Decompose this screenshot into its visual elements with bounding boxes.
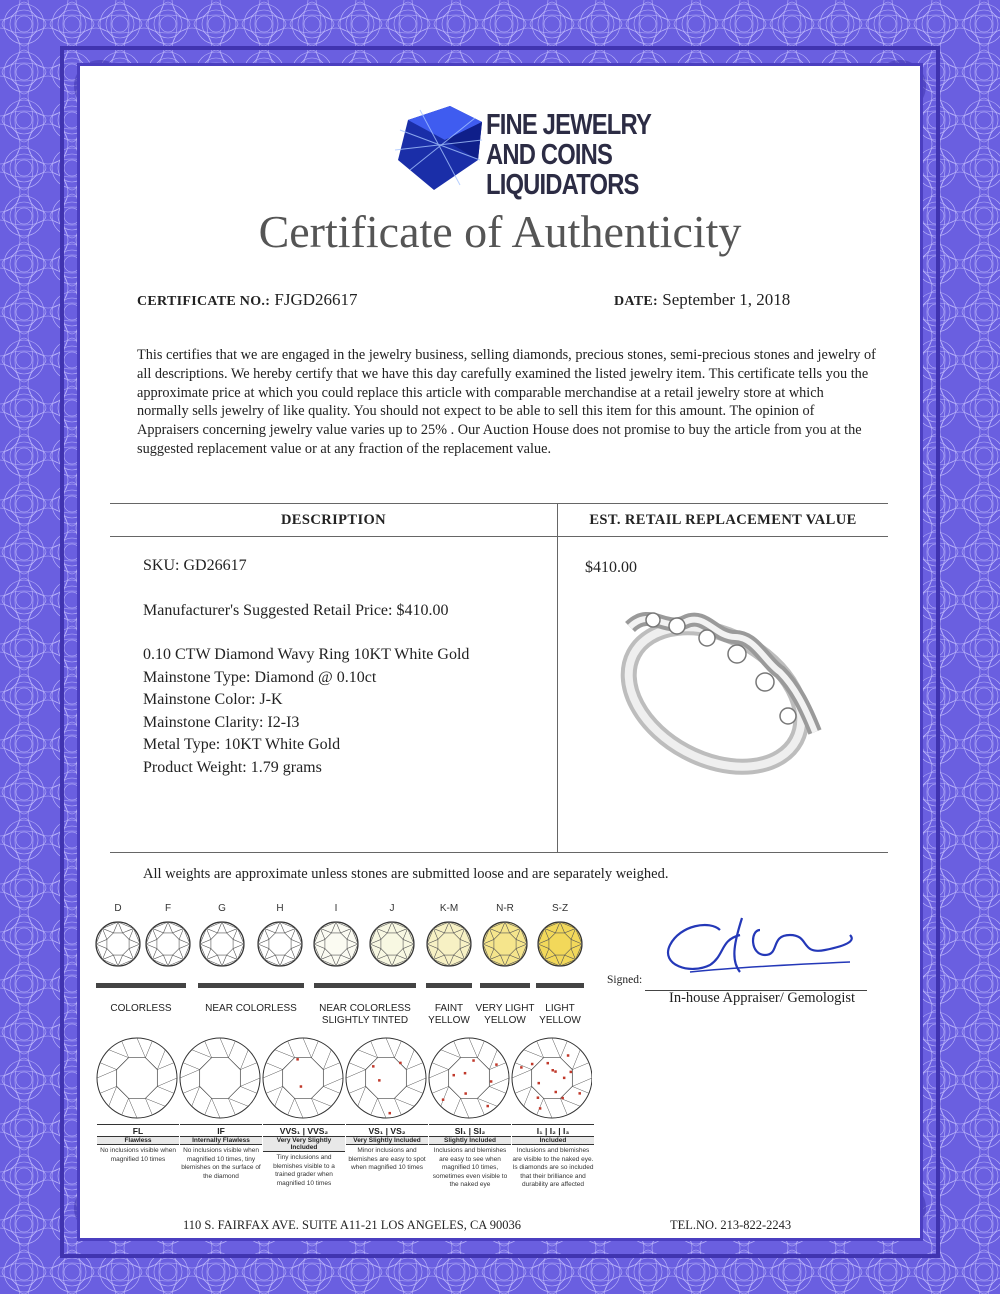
- color-group-label-line1: NEAR COLORLESS: [205, 1003, 297, 1014]
- color-group-label-line1: LIGHT: [545, 1003, 575, 1014]
- replacement-value: $410.00: [585, 559, 637, 576]
- company-name: [486, 110, 651, 200]
- certificate-date-value: September 1, 2018: [662, 290, 791, 309]
- certificate-date-label: DATE:: [614, 294, 659, 309]
- color-group-label-line2: YELLOW: [484, 1015, 526, 1026]
- certificate-date: [614, 290, 790, 310]
- clarity-diamond-icon: [180, 1038, 260, 1118]
- signed-label: Signed:: [607, 974, 643, 986]
- color-group-label-line1: FAINT: [434, 1003, 464, 1014]
- clarity-diagrams: [96, 1032, 592, 1124]
- page-title: Certificate of Authenticity: [258, 206, 742, 257]
- clarity-description: No inclusions visible when magnified 10 times: [100, 1147, 176, 1163]
- clarity-description: Tiny inclusions and blemishes visible to a trained grader when magnified 10 times: [273, 1154, 335, 1187]
- desc-line: Mainstone Color: J-K: [143, 691, 283, 708]
- color-grade-label: G: [218, 903, 226, 914]
- color-group-bracket: [96, 983, 186, 988]
- clarity-description: Inclusions and blemishes are easy to see when magnified 10 times, sometimes even visible to the naked eye: [432, 1147, 508, 1188]
- color-grade-label: F: [164, 903, 172, 914]
- clarity-diamond-icon: [346, 1038, 426, 1118]
- sku: SKU: GD26617: [143, 557, 247, 574]
- diamond-stone-icon: [256, 920, 304, 968]
- clarity-name: Very Slightly Included: [346, 1136, 428, 1145]
- clarity-diamond-icon: [263, 1038, 343, 1118]
- signature-image: [650, 910, 870, 990]
- color-grade-label: N-R: [496, 903, 514, 914]
- color-group-label-line1: VERY LIGHT: [475, 1003, 535, 1014]
- clarity-code: FL: [97, 1124, 179, 1136]
- color-group-bracket: [314, 983, 416, 988]
- clarity-grade: [97, 1124, 179, 1164]
- clarity-name: Included: [512, 1136, 594, 1145]
- color-grade-label: K-M: [439, 903, 459, 914]
- diamond-stone-icon: [144, 920, 192, 968]
- clarity-name: Very Very Slightly Included: [263, 1136, 345, 1152]
- desc-line: Product Weight: 1.79 grams: [143, 758, 322, 776]
- diamond-stone-icon: [94, 920, 142, 968]
- clarity-code: SI₁ | SI₂: [429, 1124, 511, 1136]
- color-group-label: [304, 1003, 426, 1027]
- diamond-stone-icon: [425, 920, 473, 968]
- color-grade-label: J: [389, 903, 395, 914]
- clarity-diamond-icon: [429, 1038, 509, 1118]
- weights-note: All weights are approximate unless stones are submitted loose and are separately weighed.: [143, 866, 669, 882]
- color-group-label-line2: YELLOW: [428, 1015, 470, 1026]
- color-grade-label: H: [276, 903, 284, 914]
- desc-line: Metal Type: 10KT White Gold: [143, 736, 341, 753]
- clarity-name: Internally Flawless: [180, 1136, 262, 1145]
- clarity-code: VVS₁ | VVS₂: [263, 1124, 345, 1136]
- color-group-label: [86, 1003, 196, 1015]
- color-group-label-line1: NEAR COLORLESS: [319, 1003, 411, 1014]
- certificate-number-label: CERTIFICATE NO.:: [137, 294, 271, 309]
- clarity-name: Flawless: [97, 1136, 179, 1145]
- intro-paragraph: This certifies that we are engaged in the jewelry business, selling diamonds, precious stones, semi-precious stones and jewelry of all descriptions. We hereby certify that we have this day carefully examined the listed jewelry item. This certificate tells you the approximate price at which you could replace this article with comparable merchandise at a retail jewelry store at which normally sells jewelry of like quality. You should not expect to be able to sell this item for this amount. The opinion of Appraisers concerning jewelry value varies up to 25% . Our Auction House does not promise to buy the article from you at the suggested replacement value or at any fraction of the replacement value.: [137, 347, 876, 457]
- clarity-diamond-icon: [97, 1038, 177, 1118]
- appraiser-title: In-house Appraiser/ Gemologist: [669, 990, 856, 1006]
- description-cell: [143, 555, 469, 779]
- color-group-label-line1: COLORLESS: [110, 1003, 172, 1014]
- clarity-code: VS₁ | VS₂: [346, 1124, 428, 1136]
- footer-address: 110 S. FAIRFAX AVE. SUITE A11-21 LOS ANGELES, CA 90036: [183, 1218, 521, 1232]
- ring-image: [605, 592, 835, 782]
- desc-line: Mainstone Clarity: I2-I3: [143, 713, 300, 731]
- clarity-grade: [512, 1124, 594, 1190]
- desc-line: Mainstone Type: Diamond @ 0.10ct: [143, 668, 377, 686]
- diamond-stone-icon: [198, 920, 246, 968]
- color-group-label: [188, 1003, 314, 1015]
- diamond-stone-icon: [536, 920, 584, 968]
- certificate-number: [137, 290, 358, 310]
- color-group-label: [526, 1003, 594, 1027]
- clarity-description: Inclusions and blemishes are visible to the naked eye. Is diamonds are so included that their brilliance and durability are affected: [512, 1147, 594, 1188]
- color-group-bracket: [426, 983, 472, 988]
- clarity-grade: [346, 1124, 428, 1173]
- value-header: EST. RETAIL REPLACEMENT VALUE: [589, 512, 857, 528]
- clarity-description: No inclusions visible when magnified 10 times, tiny blemishes on the surface of the diamond: [181, 1147, 261, 1180]
- description-header: DESCRIPTION: [280, 512, 387, 528]
- clarity-code: I₁ | I₂ | I₃: [512, 1124, 594, 1136]
- diamond-stone-icon: [368, 920, 416, 968]
- diamond-stone-icon: [312, 920, 360, 968]
- color-grade-label: I: [334, 903, 338, 914]
- footer-phone: TEL.NO. 213-822-2243: [670, 1218, 792, 1232]
- color-group-label-line2: SLIGHTLY TINTED: [321, 1015, 409, 1026]
- diamond-stone-icon: [481, 920, 529, 968]
- color-group-bracket: [480, 983, 530, 988]
- company-name-line2: AND COINS: [486, 139, 613, 171]
- company-name-line1: FINE JEWELRY: [486, 109, 652, 141]
- color-group-label-line2: YELLOW: [539, 1015, 581, 1026]
- desc-line: 0.10 CTW Diamond Wavy Ring 10KT White Gold: [143, 646, 470, 663]
- color-grade-label: S-Z: [551, 903, 569, 914]
- clarity-description: Minor inclusions and blemishes are easy to spot when magnified 10 times: [348, 1147, 426, 1171]
- company-name-line3: LIQUIDATORS: [486, 169, 639, 201]
- color-group-bracket: [536, 983, 584, 988]
- clarity-diamond-icon: [512, 1038, 592, 1118]
- color-group-bracket: [198, 983, 304, 988]
- clarity-name: Slightly Included: [429, 1136, 511, 1145]
- msrp: Manufacturer's Suggested Retail Price: $410.00: [143, 601, 449, 619]
- clarity-grade: [429, 1124, 511, 1190]
- clarity-grade: [263, 1124, 345, 1188]
- clarity-grade: [180, 1124, 262, 1181]
- color-grade-label: D: [114, 903, 122, 914]
- certificate-number-value: FJGD26617: [274, 290, 358, 309]
- clarity-code: IF: [180, 1124, 262, 1136]
